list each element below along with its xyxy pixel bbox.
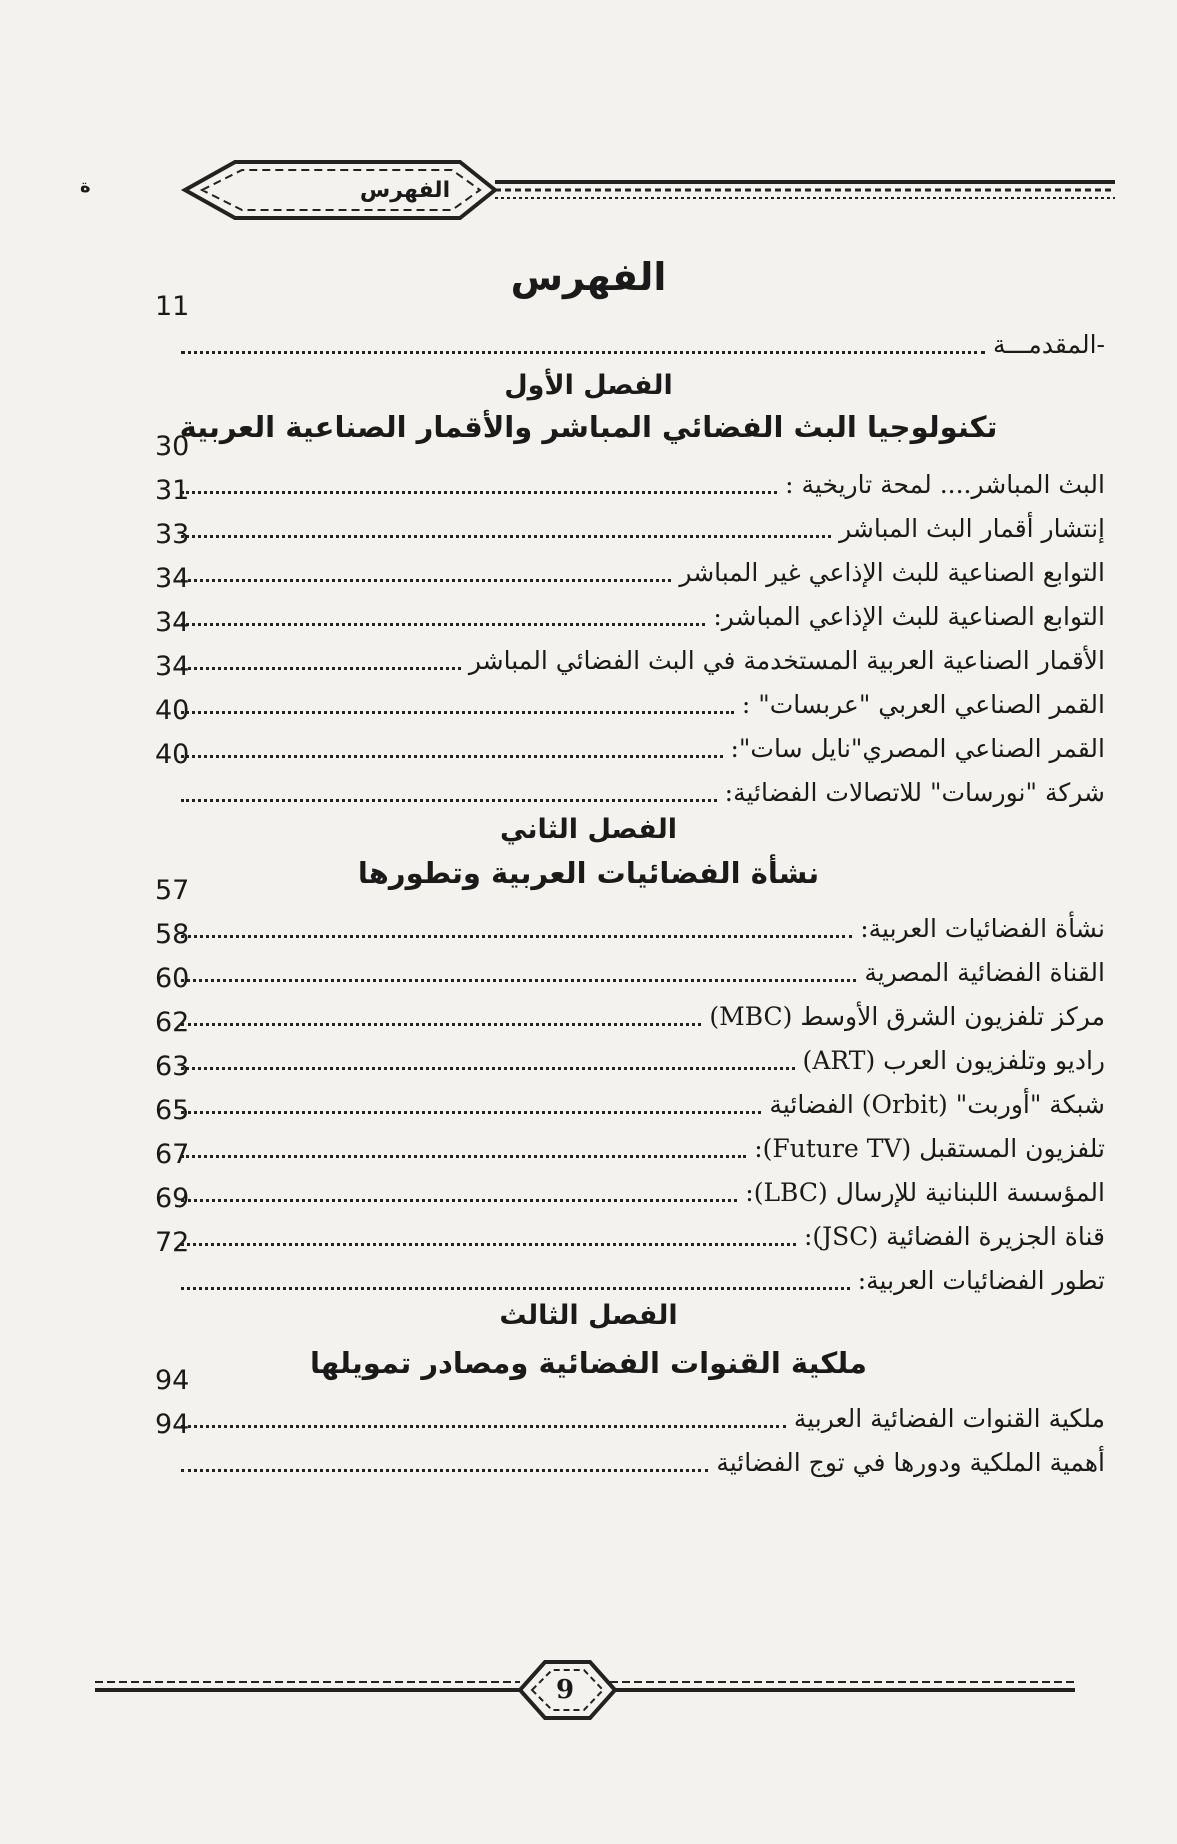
- toc-leader-dots: [181, 1199, 737, 1202]
- toc-leader-dots: [181, 711, 734, 714]
- toc-page-number: 60: [155, 963, 190, 994]
- page-title: الفهرس: [510, 255, 667, 299]
- toc-page-number: 58: [155, 919, 190, 950]
- toc-page-number: 94: [155, 1365, 190, 1396]
- toc-leader-dots: [181, 935, 852, 938]
- toc-entry-text: القناة الفضائية المصرية: [864, 958, 1105, 987]
- margin-mark: ة: [80, 176, 91, 197]
- toc-page-number: 33: [155, 519, 190, 550]
- toc-page-number: 34: [155, 607, 190, 638]
- toc-leader-dots: [181, 1111, 761, 1114]
- toc-leader-dots: [181, 979, 856, 982]
- toc-entry-text: تطور الفضائيات العربية:: [857, 1266, 1105, 1295]
- chapter-3-title: ملكية القنوات الفضائية ومصادر تمويلها: [309, 1346, 868, 1380]
- chapter-1-title: تكنولوجيا البث الفضائي المباشر والأقمار الصناعية العربية: [179, 410, 998, 444]
- toc-entry-text: تلفزيون المستقبل (Future TV):: [754, 1134, 1105, 1163]
- footer-ornament: [90, 1650, 1080, 1730]
- toc-entry-text: نشأة الفضائيات العربية:: [860, 914, 1105, 943]
- toc-page-number: 72: [155, 1227, 190, 1258]
- toc-leader-dots: [181, 1287, 850, 1290]
- toc-leader-dots: [181, 623, 705, 626]
- toc-leader-dots: [181, 351, 985, 354]
- toc-entry-text: راديو وتلفزيون العرب (ART): [802, 1046, 1105, 1075]
- header-frame-graphic: [140, 150, 1120, 230]
- toc-leader-dots: [181, 1469, 708, 1472]
- toc-page-number: 11: [155, 291, 190, 322]
- toc-leader-dots: [181, 1023, 701, 1026]
- toc-page-number: 63: [155, 1051, 190, 1082]
- toc-entry-text: قناة الجزيرة الفضائية (JSC):: [803, 1222, 1105, 1251]
- toc-entry-text: شبكة "أوربت" (Orbit) الفضائية: [769, 1090, 1105, 1119]
- toc-entry-text: مركز تلفزيون الشرق الأوسط (MBC): [709, 1002, 1105, 1031]
- toc-leader-dots: [181, 1425, 786, 1428]
- toc-entry-text: التوابع الصناعية للبث الإذاعي غير المباشر: [679, 558, 1105, 587]
- toc-page-number: 34: [155, 563, 190, 594]
- header-ornament: [140, 150, 1120, 230]
- toc-page-number: 57: [155, 875, 190, 906]
- toc-leader-dots: [181, 579, 671, 582]
- toc-page-number: 62: [155, 1007, 190, 1038]
- toc-entry: [155, 1365, 1105, 1436]
- toc-page-number: 94: [155, 1409, 190, 1440]
- toc-page-number: 30: [155, 431, 190, 462]
- chapter-2-label: الفصل الثاني: [500, 814, 677, 845]
- toc-leader-dots: [181, 535, 831, 538]
- chapter-3-label: الفصل الثالث: [499, 1300, 678, 1331]
- toc-page-number: 65: [155, 1095, 190, 1126]
- toc-entry-text: -المقدمـــة: [993, 330, 1105, 359]
- toc-entry-text: أهمية الملكية ودورها في توج الفضائية: [716, 1448, 1105, 1477]
- toc-entry-text: المؤسسة اللبنانية للإرسال (LBC):: [745, 1178, 1105, 1207]
- toc-entry-text: ملكية القنوات الفضائية العربية: [793, 1404, 1105, 1433]
- toc-leader-dots: [181, 667, 461, 670]
- toc-entry-text: القمر الصناعي العربي "عربسات" :: [741, 690, 1105, 719]
- toc-entry-text: الأقمار الصناعية العربية المستخدمة في البث الفضائي المباشر: [468, 646, 1105, 675]
- toc-leader-dots: [181, 755, 723, 758]
- chapter-1-label: الفصل الأول: [504, 370, 673, 401]
- toc-entry-text: القمر الصناعي المصري"نايل سات":: [730, 734, 1105, 763]
- toc-page-number: 40: [155, 695, 190, 726]
- chapter-2-title: نشأة الفضائيات العربية وتطورها: [357, 856, 820, 890]
- toc-page-number: 67: [155, 1139, 190, 1170]
- toc-page-number: 34: [155, 651, 190, 682]
- page-number: 9: [555, 1675, 575, 1705]
- toc-leader-dots: [181, 1155, 746, 1158]
- toc-page-number: 31: [155, 475, 190, 506]
- toc-entry-text: إنتشار أقمار البث المباشر: [839, 514, 1105, 543]
- toc-leader-dots: [181, 799, 717, 802]
- toc-entry-text: التوابع الصناعية للبث الإذاعي المباشر:: [713, 602, 1105, 631]
- toc-page-number: 40: [155, 739, 190, 770]
- toc-entry-text: البث المباشر.... لمحة تاريخية :: [785, 470, 1105, 499]
- toc-page-number: 69: [155, 1183, 190, 1214]
- toc-entry-text: شركة "نورسات" للاتصالات الفضائية:: [724, 778, 1105, 807]
- header-label: الفهرس: [359, 177, 451, 203]
- toc-leader-dots: [181, 491, 777, 494]
- toc-entry-intro: [155, 291, 1105, 362]
- toc-leader-dots: [181, 1067, 795, 1070]
- toc-leader-dots: [181, 1243, 796, 1246]
